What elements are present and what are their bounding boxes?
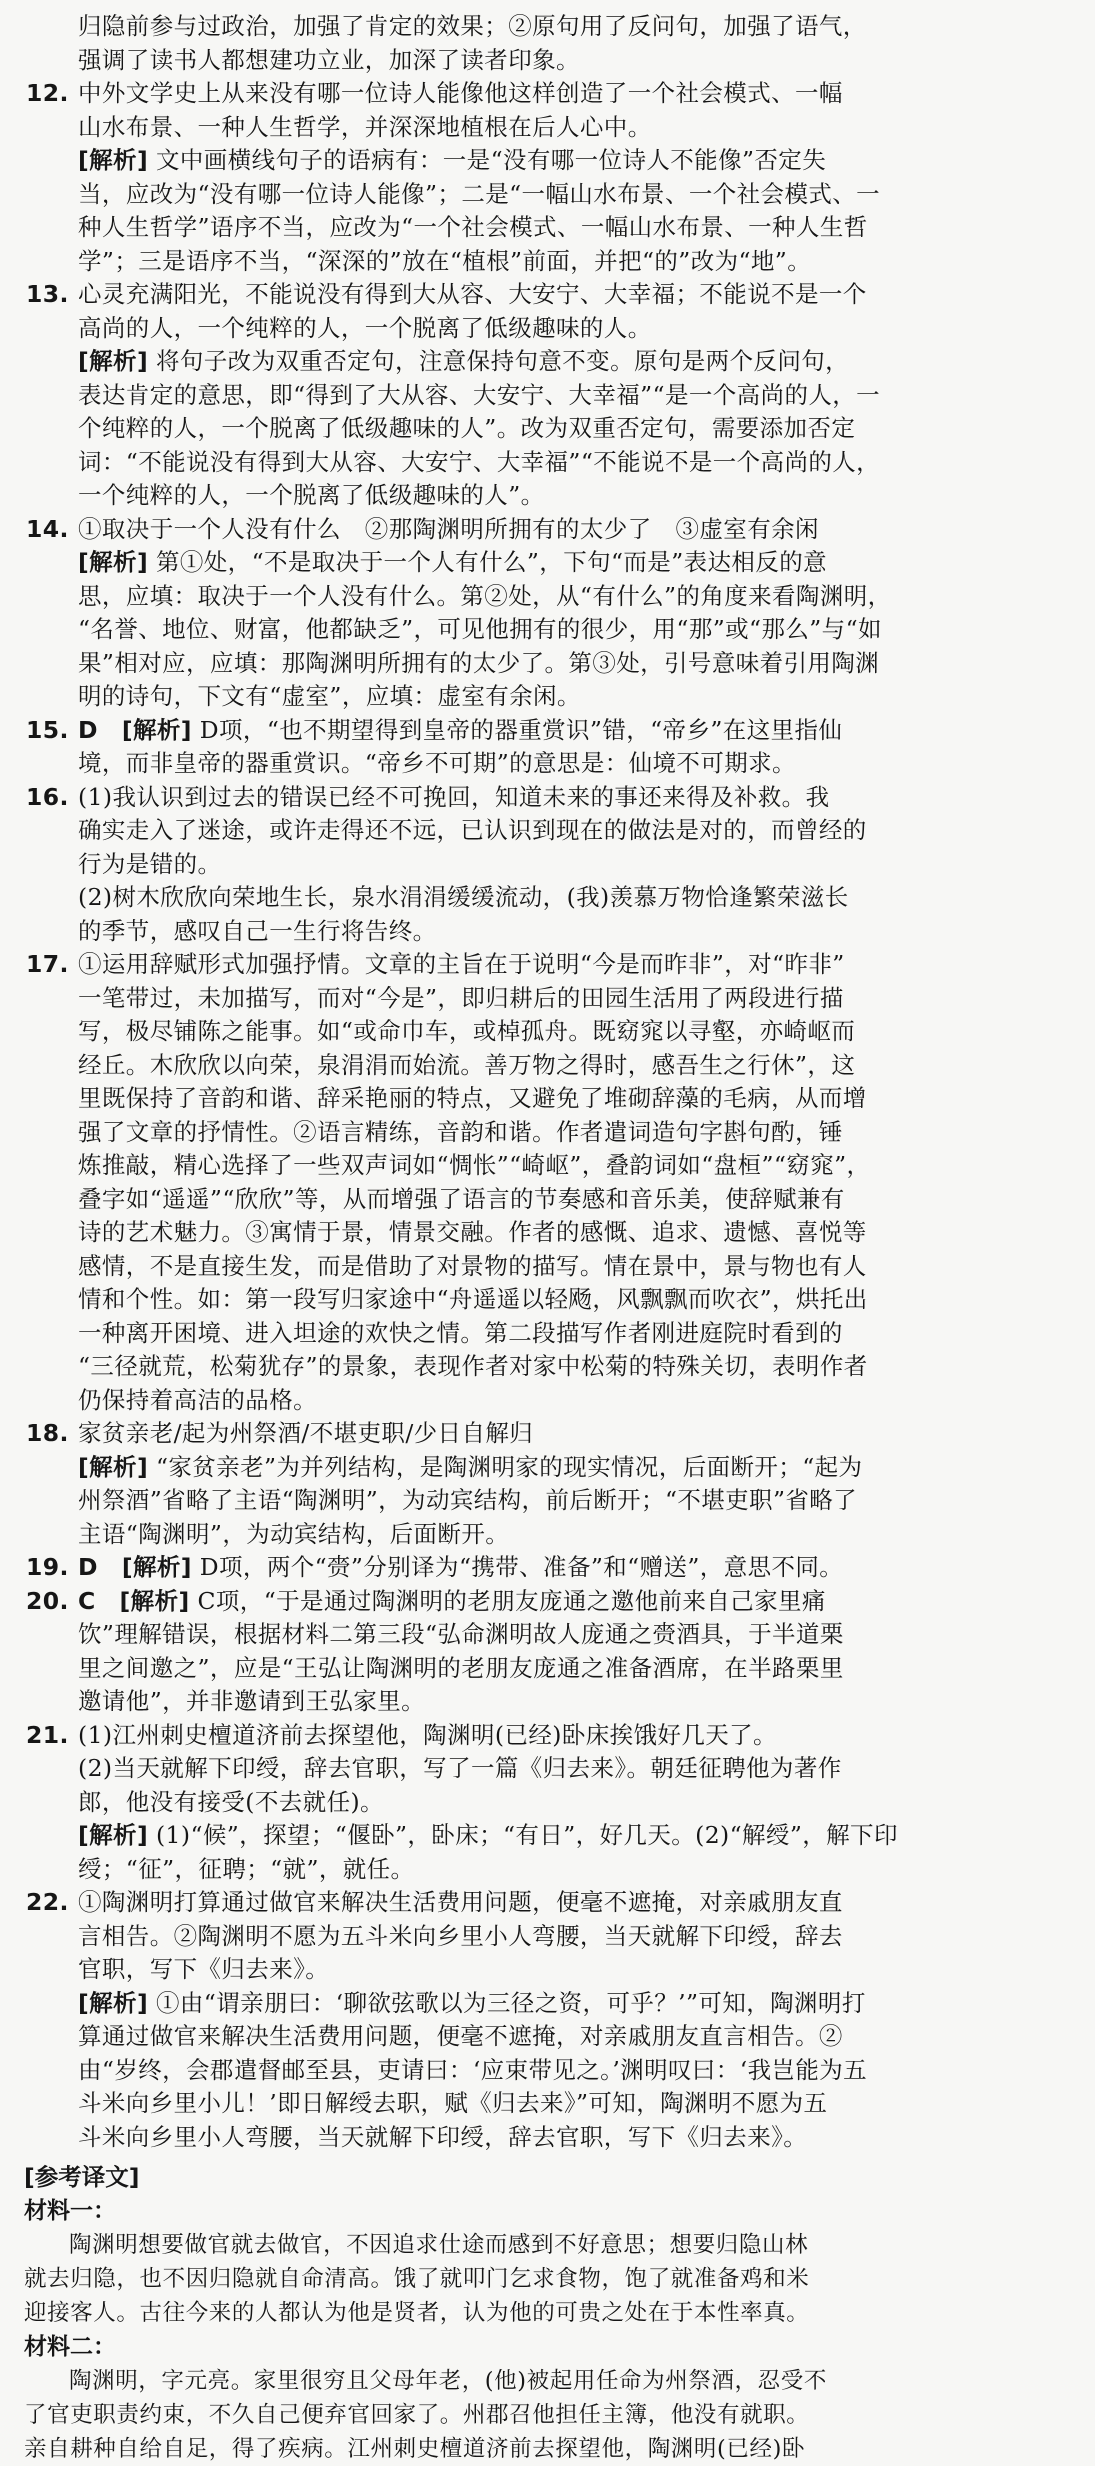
answer-item <box>26 77 1065 278</box>
answer-line <box>78 1015 1065 1049</box>
line-text: 诗的艺术魅力。③寓情于景，情景交融。作者的感慨、追求、遗憾、喜悦等 <box>78 1218 867 1246</box>
line-text: 斗米向乡里小人弯腰，当天就解下印绶，辞去官职，写下《归去来》。 <box>78 2122 808 2151</box>
line-text: 家贫亲老/起为州祭酒/不堪吏职/少日自解归 <box>78 1419 534 1447</box>
line-text: 境，而非皇帝的器重赏识。“帝乡不可期”的意思是：仙境不可期求。 <box>78 749 796 777</box>
line-text: 仍保持着高洁的品格。 <box>78 1385 317 1414</box>
answer-line <box>78 781 1065 815</box>
answer-line <box>78 1585 1065 1619</box>
line-text: 果”相对应，应填：那陶渊明所拥有的太少了。第③处，引号意味着引用陶渊 <box>78 648 880 677</box>
answer-line <box>78 915 1065 949</box>
material-label: 材料一： <box>24 2198 116 2224</box>
analysis-label: [解析] <box>78 1988 149 2017</box>
translation-line: 了官吏职责约束，不久自己便弃官回家了。州郡召他担任主簿，他没有就职。 <box>24 2402 810 2428</box>
line-text: 行为是错的。 <box>78 849 222 878</box>
answer-item <box>26 278 1065 513</box>
line-text: 词：“不能说没有得到大从容、大安宁、大幸福”“不能说不是一个高尚的人， <box>78 447 881 476</box>
answer-line <box>78 2054 1065 2088</box>
reference-heading: [参考译文] <box>24 2163 140 2191</box>
answer-line <box>78 1987 1065 2021</box>
line-text: 个纯粹的人，一个脱离了低级趣味的人”。改为双重否定句，需要添加否定 <box>78 414 856 442</box>
answer-line <box>78 1384 1065 1418</box>
answer-line <box>78 77 1065 111</box>
answer-line <box>78 412 1065 446</box>
answer-item <box>26 948 1065 1417</box>
answer-line <box>78 1484 1065 1518</box>
line-text: (1)江州刺史檀道济前去探望他，陶渊明(已经)卧床挨饿好几天了。 <box>78 1720 777 1749</box>
answer-line <box>78 1082 1065 1116</box>
translation-line: 就去归隐，也不因归隐就自命清高。饿了就叩门乞求食物，饱了就准备鸡和米 <box>24 2266 810 2292</box>
analysis-label: [解析] <box>78 1821 149 1849</box>
analysis-label: [解析] <box>78 347 149 375</box>
translation-text <box>24 2228 1065 2330</box>
line-text: 叠字如“遥遥”“欣欣”等，从而增强了语言的节奏感和音乐美，使辞赋兼有 <box>78 1184 845 1213</box>
question-number: 18. <box>26 1419 69 1447</box>
answer-item <box>26 513 1065 714</box>
analysis-label: [解析] <box>78 146 149 174</box>
question-number: 15. <box>26 715 69 744</box>
line-text: 写，极尽铺陈之能事。如“或命巾车，或棹孤舟。既窈窕以寻壑，亦崎岖而 <box>78 1017 856 1045</box>
line-text: 学”；三是语序不当，“深深的”放在“植根”前面，并把“的”改为“地”。 <box>78 246 812 275</box>
reference-materials <box>24 2194 1065 2466</box>
answer-line <box>78 446 1065 480</box>
answer-line <box>78 1853 1065 1887</box>
line-text: 明的诗句，下文有“虚室”，应填：虚室有余闲。 <box>78 682 581 710</box>
line-text: C项，“于是通过陶渊明的老朋友庞通之邀他前来自己家里痛 <box>189 1586 826 1615</box>
intro-line: 归隐前参与过政治，加强了肯定的效果；②原句用了反问句，加强了语气， <box>78 12 867 40</box>
analysis-label: [解析] <box>78 548 149 576</box>
choice-letter: D <box>78 1553 122 1581</box>
answer-line <box>78 1719 1065 1753</box>
answer-line <box>78 982 1065 1016</box>
line-text: 州祭酒”省略了主语“陶渊明”，为动宾结构，前后断开；“不堪吏职”省略了 <box>78 1486 858 1514</box>
line-text: “家贫亲老”为并列结构，是陶渊明家的现实情况，后面断开；“起为 <box>148 1452 863 1481</box>
line-text: (2)树木欣欣向荣地生长，泉水涓涓缓缓流动，(我)羡慕万物恰逢繁荣滋长 <box>78 883 849 911</box>
line-text: 将句子改为双重否定句，注意保持句意不变。原句是两个反问句， <box>148 347 850 375</box>
line-text: 思，应填：取决于一个人没有什么。第②处，从“有什么”的角度来看陶渊明， <box>78 581 892 610</box>
answer-line <box>78 1652 1065 1686</box>
answer-line <box>78 1518 1065 1552</box>
line-text: 邀请他”，并非邀请到王弘家里。 <box>78 1687 426 1715</box>
answer-line <box>78 379 1065 413</box>
answer-line <box>78 580 1065 614</box>
answer-line <box>78 1149 1065 1183</box>
answer-line <box>78 881 1065 915</box>
analysis-label: [解析] <box>78 1452 149 1481</box>
question-number: 12. <box>26 79 69 107</box>
line-text: ①取决于一个人没有什么 ②那陶渊明所拥有的太少了 ③虚室有余闲 <box>78 514 819 543</box>
intro-line: 强调了读书人都想建功立业，加深了读者印象。 <box>78 45 580 74</box>
line-text: 种人生哲学”语序不当，应改为“一个社会模式、一幅山水布景、一种人生哲 <box>78 213 868 241</box>
answer-line <box>78 2087 1065 2121</box>
translation-line: 亲自耕种自给自足，得了疾病。江州刺史檀道济前去探望他，陶渊明(已经)卧 <box>24 2436 806 2462</box>
answer-line <box>78 948 1065 982</box>
translation-line: 陶渊明，字元亮。家里很穷且父母年老，(他)被起用任命为州祭酒，忍受不 <box>69 2368 827 2394</box>
line-text: (1)我认识到过去的错误已经不可挽回，知道未来的事还来得及补救。我 <box>78 782 830 811</box>
line-text: 绶；“征”，征聘；“就”，就任。 <box>78 1854 415 1883</box>
line-text: 感情，不是直接生发，而是借助了对景物的描写。情在景中，景与物也有人 <box>78 1251 867 1280</box>
answer-line <box>78 245 1065 279</box>
line-text: 一种离开困境、进入坦途的欢快之情。第二段描写作者刚进庭院时看到的 <box>78 1318 843 1347</box>
answer-line <box>78 178 1065 212</box>
line-text: 表达肯定的意思，即“得到了大从容、大安宁、大幸福”“是一个高尚的人，一 <box>78 380 881 409</box>
answer-line <box>78 680 1065 714</box>
line-text: 心灵充满阳光，不能说没有得到大从容、大安宁、大幸福；不能说不是一个 <box>78 280 867 308</box>
answer-line <box>78 2020 1065 2054</box>
answer-line <box>78 1685 1065 1719</box>
answer-line <box>78 278 1065 312</box>
answer-line <box>78 1819 1065 1853</box>
line-text: ①由“谓亲朋曰：‘聊欲弦歌以为三径之资，可乎？’”可知，陶渊明打 <box>148 1988 866 2017</box>
answer-line <box>78 1283 1065 1317</box>
line-text: 的季节，感叹自己一生行将告终。 <box>78 916 437 945</box>
line-text: 由“岁终，会郡遣督邮至县，吏请曰：‘应束带见之。’渊明叹曰：‘我岂能为五 <box>78 2055 868 2084</box>
analysis-label: [解析] <box>121 1553 192 1581</box>
line-text: 主语“陶渊明”，为动宾结构，后面断开。 <box>78 1519 510 1548</box>
answer-line <box>78 1551 1065 1585</box>
answer-line <box>78 1953 1065 1987</box>
line-text: 郎，他没有接受(不去就任)。 <box>78 1787 384 1816</box>
answer-item <box>26 1886 1065 2154</box>
question-number: 14. <box>26 514 69 543</box>
answer-line <box>78 747 1065 781</box>
answer-item <box>26 1585 1065 1719</box>
answer-line <box>78 613 1065 647</box>
answer-item <box>26 1551 1065 1585</box>
answer-line <box>78 1451 1065 1485</box>
answer-line <box>78 848 1065 882</box>
choice-letter: D <box>78 715 122 744</box>
answer-line <box>78 647 1065 681</box>
line-text: 饮”理解错误，根据材料二第三段“弘命渊明故人庞通之赍酒具，于半道栗 <box>78 1620 844 1648</box>
answer-line <box>78 513 1065 547</box>
line-text: (1)“候”，探望；“偃卧”，卧床；“有日”，好几天。(2)“解绶”，解下印 <box>148 1821 898 1849</box>
answer-content <box>26 10 1065 2154</box>
answer-item <box>26 1719 1065 1887</box>
line-text: 确实走入了迷途，或许走得还不远，已认识到现在的做法是对的，而曾经的 <box>78 816 867 844</box>
answer-line <box>78 1886 1065 1920</box>
answer-item <box>26 1417 1065 1551</box>
answer-item <box>26 781 1065 949</box>
answer-line <box>78 1752 1065 1786</box>
line-text: 中外文学史上从来没有哪一位诗人能像他这样创造了一个社会模式、一幅 <box>78 79 843 107</box>
answer-line <box>78 1317 1065 1351</box>
line-text: 炼推敲，精心选择了一些双声词如“惆怅”“崎岖”，叠韵词如“盘桓”“窈窕”， <box>78 1151 871 1179</box>
line-text: 官职，写下《归去来》。 <box>78 1955 330 1983</box>
answer-line <box>78 1350 1065 1384</box>
analysis-label: [解析] <box>121 715 192 744</box>
line-text: 第①处，“不是取决于一个人有什么”，下句“而是”表达相反的意 <box>148 548 828 576</box>
question-number: 16. <box>26 782 69 811</box>
line-text: ①运用辞赋形式加强抒情。文章的主旨在于说明“今是而昨非”，对“昨非” <box>78 950 845 978</box>
line-text: “三径就荒，松菊犹存”的景象，表现作者对家中松菊的特殊关切，表明作者 <box>78 1352 868 1380</box>
intro-item <box>78 10 1065 77</box>
line-text: 里既保持了音韵和谐、辞采艳丽的特点，又避免了堆砌辞藻的毛病，从而增 <box>78 1084 867 1112</box>
line-text: 强了文章的抒情性。②语言精练，音韵和谐。作者遣词造句字斟句酌，锤 <box>78 1117 843 1146</box>
answer-line <box>78 1417 1065 1451</box>
answer-line <box>78 814 1065 848</box>
answer-line <box>78 312 1065 346</box>
question-number: 20. <box>26 1586 69 1615</box>
answer-line <box>78 1786 1065 1820</box>
answer-line <box>78 1116 1065 1150</box>
question-number: 21. <box>26 1720 69 1749</box>
line-text: (2)当天就解下印绶，辞去官职，写了一篇《归去来》。朝廷征聘他为著作 <box>78 1754 842 1782</box>
line-text: 算通过做官来解决生活费用问题，便毫不遮掩，对亲戚朋友直言相告。② <box>78 2022 843 2050</box>
answer-line <box>78 1216 1065 1250</box>
line-text: 言相告。②陶渊明不愿为五斗米向乡里小人弯腰，当天就解下印绶，辞去 <box>78 1921 843 1950</box>
answer-line <box>78 479 1065 513</box>
answer-line <box>78 144 1065 178</box>
line-text: 情和个性。如：第一段写归家途中“舟遥遥以轻飏，风飘飘而吹衣”，烘托出 <box>78 1285 868 1313</box>
line-text: 经丘。木欣欣以向荣，泉涓涓而始流。善万物之得时，感吾生之行休”，这 <box>78 1050 856 1079</box>
line-text: ①陶渊明打算通过做官来解决生活费用问题，便毫不遮掩，对亲戚朋友直 <box>78 1888 843 1916</box>
line-text: D项，两个“赍”分别译为“携带、准备”和“赠送”，意思不同。 <box>191 1553 844 1581</box>
answer-line <box>78 714 1065 748</box>
answer-line <box>78 546 1065 580</box>
analysis-label: [解析] <box>119 1586 190 1615</box>
translation-line: 陶渊明想要做官就去做官，不因追求仕途而感到不好意思；想要归隐山林 <box>69 2232 809 2258</box>
material-label: 材料二： <box>24 2334 116 2360</box>
choice-letter: C <box>78 1586 120 1615</box>
answer-line <box>78 1250 1065 1284</box>
answer-line <box>78 211 1065 245</box>
question-number: 22. <box>26 1888 69 1916</box>
answer-line <box>78 1049 1065 1083</box>
line-text: 一笔带过，未加描写，而对“今是”，即归耕后的田园生活用了两段进行描 <box>78 983 844 1012</box>
answer-line <box>78 1183 1065 1217</box>
line-text: 当，应改为“没有哪一位诗人能像”；二是“一幅山水布景、一个社会模式、一 <box>78 179 881 208</box>
line-text: 高尚的人，一个纯粹的人，一个脱离了低级趣味的人。 <box>78 313 652 342</box>
answer-items <box>26 77 1065 2154</box>
answer-line <box>78 1618 1065 1652</box>
answer-line <box>78 2121 1065 2155</box>
question-number: 17. <box>26 950 69 978</box>
translation-line: 迎接客人。古往今来的人都认为他是贤者，认为他的可贵之处在于本性率真。 <box>24 2300 810 2326</box>
answer-line <box>78 345 1065 379</box>
line-text: 文中画横线句子的语病有：一是“没有哪一位诗人不能像”否定失 <box>148 146 827 174</box>
line-text: 斗米向乡里小儿！’即日解绶去职，赋《归去来》”可知，陶渊明不愿为五 <box>78 2089 828 2117</box>
translation-text <box>24 2364 1065 2466</box>
line-text: D项，“也不期望得到皇帝的器重赏识”错，“帝乡”在这里指仙 <box>191 715 843 744</box>
line-text: 一个纯粹的人，一个脱离了低级趣味的人”。 <box>78 481 545 509</box>
answer-item <box>26 714 1065 781</box>
question-number: 19. <box>26 1553 69 1581</box>
line-text: 山水布景、一种人生哲学，并深深地植根在后人心中。 <box>78 112 652 141</box>
answer-line <box>78 111 1065 145</box>
line-text: “名誉、地位、财富，他都缺乏”，可见他拥有的很少，用“那”或“那么”与“如 <box>78 615 882 643</box>
question-number: 13. <box>26 280 69 308</box>
answer-line <box>78 1920 1065 1954</box>
line-text: 里之间邀之”，应是“王弘让陶渊明的老朋友庞通之准备酒席，在半路栗里 <box>78 1653 844 1682</box>
